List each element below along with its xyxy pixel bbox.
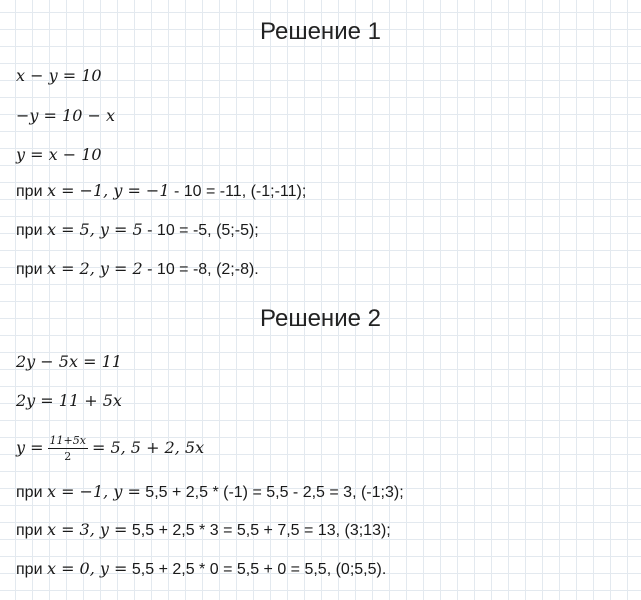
row-rest: 5,5 + 2,5 * 3 = 5,5 + 7,5 = 13, (3;13); — [127, 522, 391, 539]
solution-2-row-1 — [16, 482, 404, 503]
solution-2-row-2 — [16, 520, 391, 541]
row-math: x = −1, y = — [46, 482, 141, 501]
fraction-numerator: 11+5x — [49, 434, 86, 448]
row-math: x = 2, y = 2 — [46, 259, 143, 278]
solution-1-heading: Решение 1 — [260, 18, 381, 45]
equation-math: 2y = 11 — [16, 391, 80, 410]
solution-1-equation-3: y = x − 10 — [16, 145, 102, 164]
row-math: x = −1, y = −1 — [46, 181, 170, 200]
row-rest: - 10 = -8, (2;-8). — [142, 261, 259, 278]
row-prefix: при — [16, 484, 47, 501]
row-prefix: при — [16, 261, 47, 278]
row-math: x = 0, y = — [46, 559, 128, 578]
solution-2-equation-1: 2y − 5x = 11 — [16, 352, 122, 371]
row-math: x = 3, y = — [46, 520, 128, 539]
equation-rest: + 5x — [79, 391, 122, 410]
solution-2-heading: Решение 2 — [260, 305, 381, 332]
row-math: x = 5, y = 5 — [46, 220, 143, 239]
fraction-denominator: 2 — [64, 450, 72, 464]
solution-1-row-3 — [16, 259, 259, 280]
row-rest: 5,5 + 2,5 * 0 = 5,5 + 0 = 5,5, (0;5,5). — [127, 561, 387, 578]
solution-2-row-3 — [16, 559, 386, 580]
fraction-rhs: = 5, 5 + 2, 5x — [91, 438, 205, 457]
solution-2-equation-2 — [16, 391, 122, 412]
row-prefix: при — [16, 183, 47, 200]
row-rest: - 10 = -5, (5;-5); — [142, 222, 259, 239]
solution-1-equation-2: −y = 10 − x — [16, 106, 115, 125]
row-rest: - 10 = -11, (-1;-11); — [169, 183, 307, 200]
row-prefix: при — [16, 561, 47, 578]
row-prefix: при — [16, 522, 47, 539]
solution-1-equation-1: x − y = 10 — [16, 66, 102, 85]
solution-2-fraction-equation — [16, 433, 204, 464]
solution-1-row-1 — [16, 181, 306, 202]
fraction-lhs: y = — [16, 438, 44, 457]
solution-1-row-2 — [16, 220, 259, 241]
fraction — [48, 434, 88, 463]
row-prefix: при — [16, 222, 47, 239]
row-rest: 5,5 + 2,5 * (-1) = 5,5 - 2,5 = 3, (-1;3); — [140, 484, 404, 501]
